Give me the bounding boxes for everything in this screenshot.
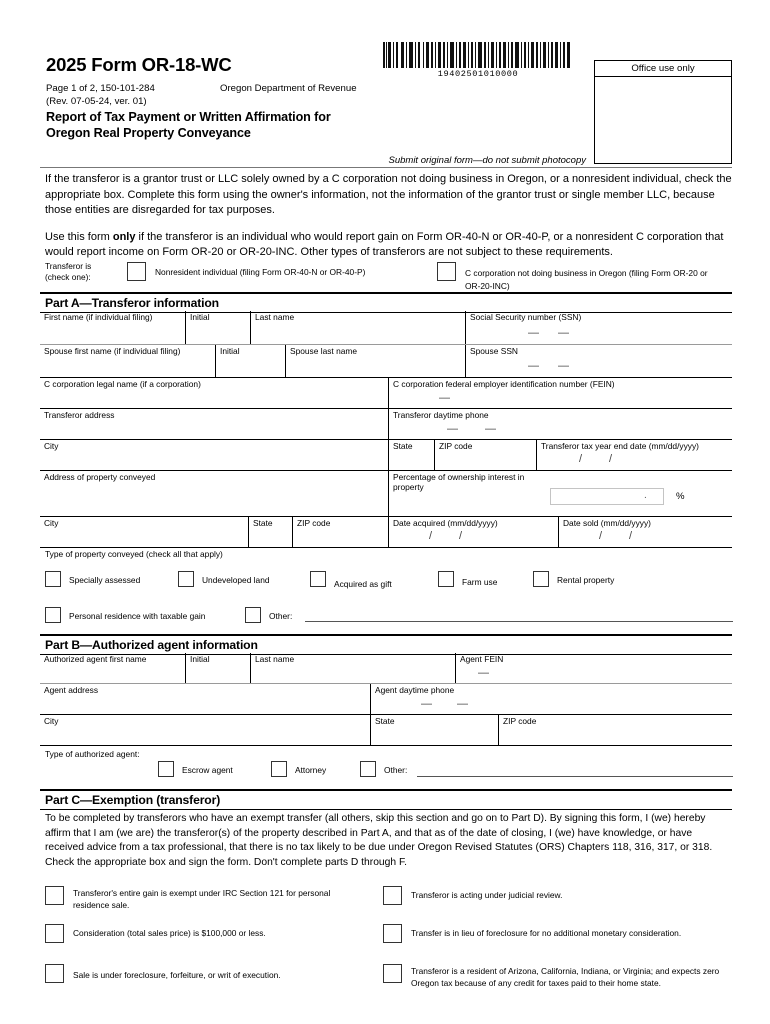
field-spouse-first-name[interactable] — [40, 345, 215, 377]
field-transferor-address[interactable] — [40, 409, 388, 439]
label-foreclosure-sale: Sale is under foreclosure, forfeiture, or writ of execution. — [73, 970, 281, 980]
field-agent-address-label: Agent address — [44, 685, 99, 695]
field-tax-year-end-date[interactable] — [536, 440, 732, 470]
barcode-icon — [383, 42, 571, 68]
field-property-address-label: Address of property conveyed — [44, 472, 156, 482]
page-number-line: Page 1 of 2, 150-101-284 — [46, 83, 155, 94]
agent-type-item — [158, 761, 233, 782]
field-corporation-name-label: C corporation legal name (if a corporation) — [44, 379, 201, 389]
checkbox-personal-residence[interactable] — [45, 607, 61, 623]
field-spouse-ssn-label: Spouse SSN — [470, 346, 518, 356]
part-a-grid — [40, 311, 732, 548]
field-property-address[interactable] — [40, 471, 388, 516]
form-subtitle — [46, 110, 331, 141]
label-property-other: Other: — [269, 611, 293, 621]
part-a-row-3 — [40, 378, 732, 409]
part-b-heading: Part B—Authorized agent information — [40, 634, 732, 655]
field-fein-label: C corporation federal employer identification number (FEIN) — [393, 379, 615, 389]
department-name: Oregon Department of Revenue — [220, 83, 357, 94]
part-b-row-2 — [40, 684, 732, 715]
field-spouse-first-name-label: Spouse first name (if individual filing) — [44, 346, 181, 356]
field-ownership-percentage-label-line1: Percentage of ownership interest in — [393, 472, 525, 482]
field-spouse-ssn[interactable] — [465, 345, 732, 377]
property-type-item — [310, 571, 392, 592]
field-date-sold-label: Date sold (mm/dd/yyyy) — [563, 518, 651, 528]
field-agent-city-label: City — [44, 716, 59, 726]
checkbox-rental-property[interactable] — [533, 571, 549, 587]
form-meta — [46, 83, 155, 108]
field-agent-first-name-label: Authorized agent first name — [44, 654, 147, 664]
divider-intro — [40, 167, 732, 168]
label-rental-property: Rental property — [557, 575, 615, 585]
label-c-corporation: C corporation not doing business in Oregon (filing Form OR-20 or OR-20-INC) — [465, 268, 708, 291]
part-b-row-1 — [40, 653, 732, 684]
page-title: 2025 Form OR-18-WC — [46, 54, 232, 75]
checkbox-reciprocal-state-resident[interactable] — [383, 964, 402, 983]
field-fein[interactable] — [388, 378, 732, 408]
part-a-heading: Part A—Transferor information — [40, 292, 732, 313]
field-initial-label: Initial — [190, 312, 210, 322]
spouse-ssn-dash-2: — — [558, 360, 569, 372]
label-farm-use: Farm use — [462, 577, 498, 587]
office-use-box — [594, 60, 732, 164]
field-spouse-initial-label: Initial — [220, 346, 240, 356]
checkbox-attorney[interactable] — [271, 761, 287, 777]
field-city[interactable] — [40, 440, 388, 470]
field-corporation-name[interactable] — [40, 378, 388, 408]
checkbox-nonresident-individual[interactable] — [127, 262, 146, 281]
label-judicial-review: Transferor is acting under judicial review. — [411, 890, 563, 900]
label-acquired-as-gift: Acquired as gift — [334, 579, 392, 589]
intro-text — [45, 172, 735, 272]
field-agent-fein[interactable] — [455, 653, 732, 683]
label-consideration-100k: Consideration (total sales price) is $100,000 or less. — [73, 928, 266, 938]
checkbox-acquired-as-gift[interactable] — [310, 571, 326, 587]
form-subtitle-line1: Report of Tax Payment or Written Affirmation for — [46, 110, 331, 124]
agent-phone-dash-1: — — [421, 698, 432, 710]
checkbox-c-corporation[interactable] — [437, 262, 456, 281]
field-date-acquired-label: Date acquired (mm/dd/yyyy) — [393, 518, 498, 528]
intro-paragraph-2 — [45, 230, 735, 261]
field-spouse-initial[interactable] — [215, 345, 285, 377]
acquired-slash-2: / — [459, 530, 463, 542]
ownership-percentage-input[interactable] — [550, 488, 664, 505]
label-undeveloped-land: Undeveloped land — [202, 575, 270, 585]
field-spouse-last-name[interactable] — [285, 345, 465, 377]
form-header — [0, 0, 770, 140]
sold-slash-2: / — [629, 530, 633, 542]
field-agent-initial[interactable] — [185, 653, 250, 683]
field-ssn-label: Social Security number (SSN) — [470, 312, 582, 322]
checkbox-farm-use[interactable] — [438, 571, 454, 587]
field-agent-phone[interactable] — [370, 684, 732, 714]
intro-paragraph-1: If the transferor is a grantor trust or LLC solely owned by a C corporation not doing business in Oregon, or a nonresident individual, check the appropriate box. Complete this form using the owner's information, not the information of the grantor trust or single member LLC, because those entities are disregarded for tax purposes. — [45, 173, 732, 217]
field-zip-label: ZIP code — [439, 441, 473, 451]
label-lieu-of-foreclosure: Transfer is in lieu of foreclosure for no additional monetary consideration. — [411, 928, 682, 938]
field-property-city[interactable] — [40, 517, 248, 547]
property-other-input[interactable] — [305, 621, 733, 622]
property-type-label: Type of property conveyed (check all that apply) — [45, 549, 223, 559]
label-personal-residence: Personal residence with taxable gain — [69, 611, 206, 621]
exemption-item — [383, 924, 682, 948]
intro-p2-before: Use this form — [45, 230, 113, 243]
field-last-name-label: Last name — [255, 312, 295, 322]
label-attorney: Attorney — [295, 765, 327, 775]
checkbox-foreclosure-sale[interactable] — [45, 964, 64, 983]
field-transferor-phone[interactable] — [388, 409, 732, 439]
revision-line: (Rev. 07-05-24, ver. 01) — [46, 95, 147, 107]
part-b-row-3 — [40, 715, 732, 746]
label-nonresident-individual: Nonresident individual (filing Form OR-40-N or OR-40-P) — [155, 267, 366, 277]
agent-type-item — [271, 761, 327, 782]
field-zip[interactable] — [434, 440, 536, 470]
checkbox-irc-121-exemption[interactable] — [45, 886, 64, 905]
exemption-item — [383, 886, 563, 910]
checkbox-lieu-of-foreclosure[interactable] — [383, 924, 402, 943]
exemption-item — [383, 964, 720, 988]
label-specially-assessed: Specially assessed — [69, 575, 141, 585]
field-spouse-last-name-label: Spouse last name — [290, 346, 358, 356]
part-a-row-2 — [40, 345, 732, 378]
field-agent-fein-label: Agent FEIN — [460, 654, 504, 664]
label-agent-other: Other: — [384, 765, 408, 775]
checkbox-agent-other[interactable] — [360, 761, 376, 777]
checkbox-specially-assessed[interactable] — [45, 571, 61, 587]
field-agent-phone-label: Agent daytime phone — [375, 685, 455, 695]
property-type-item — [178, 571, 270, 592]
label-escrow-agent: Escrow agent — [182, 765, 233, 775]
part-c-paragraph: To be completed by transferors who have an exempt transfer (all others, skip this section and go on to Part D). By signing this form, I (we) hereby affirm that I am (we are) the transferor(s) of the property described in Part A, and that as of the date of closing, I (we) have knowledge, or have received advice from a tax professional, that there is no tax likely to be due under Oregon Revised Statutes (ORS) Chapters 118, 316, 317, or 318. Check the appropriate box and sign the form. Don't complete parts D through F. — [45, 813, 713, 868]
part-a-row-4 — [40, 409, 732, 440]
agent-phone-dash-2: — — [457, 698, 468, 710]
exemption-item — [45, 924, 266, 948]
field-agent-initial-label: Initial — [190, 654, 210, 664]
field-state[interactable] — [388, 440, 434, 470]
field-initial[interactable] — [185, 311, 250, 344]
agent-other-input[interactable] — [417, 776, 733, 777]
checkbox-undeveloped-land[interactable] — [178, 571, 194, 587]
spouse-ssn-dash-1: — — [528, 360, 539, 372]
agent-type-item — [360, 761, 408, 782]
field-ownership-percentage-label-line2: property — [393, 482, 424, 492]
field-property-city-label: City — [44, 518, 59, 528]
checkbox-consideration-100k[interactable] — [45, 924, 64, 943]
checkbox-escrow-agent[interactable] — [158, 761, 174, 777]
field-last-name[interactable] — [250, 311, 465, 344]
fein-dash: — — [439, 392, 450, 404]
field-property-zip[interactable] — [292, 517, 388, 547]
property-type-item — [533, 571, 615, 592]
field-agent-zip-label: ZIP code — [503, 716, 537, 726]
form-subtitle-line2: Oregon Real Property Conveyance — [46, 125, 251, 140]
part-a-row-5 — [40, 440, 732, 471]
field-agent-zip[interactable] — [498, 715, 732, 745]
field-agent-state[interactable] — [370, 715, 498, 745]
field-ownership-percentage[interactable] — [388, 471, 732, 516]
field-agent-first-name[interactable] — [40, 653, 185, 683]
field-date-acquired[interactable] — [388, 517, 558, 547]
field-agent-state-label: State — [375, 716, 395, 726]
phone-dash-2: — — [485, 423, 496, 435]
part-b-grid — [40, 653, 732, 746]
barcode-number: 19402501010000 — [437, 69, 519, 79]
field-first-name[interactable] — [40, 311, 185, 344]
field-transferor-address-label: Transferor address — [44, 410, 115, 420]
field-ssn[interactable] — [465, 311, 732, 344]
part-a-row-1 — [40, 311, 732, 345]
label-reciprocal-state-resident: Transferor is a resident of Arizona, California, Indiana, or Virginia; and expects zero Oregon tax because of any credit for taxes paid to their home state. — [411, 966, 720, 988]
field-property-zip-label: ZIP code — [297, 518, 331, 528]
office-use-field[interactable] — [595, 77, 731, 163]
acquired-slash-1: / — [429, 530, 433, 542]
checkbox-property-other[interactable] — [245, 607, 261, 623]
field-first-name-label: First name (if individual filing) — [44, 312, 153, 322]
transferor-is-label — [45, 261, 91, 283]
field-property-state-label: State — [253, 518, 273, 528]
field-state-label: State — [393, 441, 413, 451]
part-c-heading: Part C—Exemption (transferor) — [40, 789, 732, 810]
decimal-point: . — [644, 490, 647, 501]
field-agent-last-name-label: Last name — [255, 654, 295, 664]
field-agent-address[interactable] — [40, 684, 370, 714]
agent-type-label: Type of authorized agent: — [45, 749, 140, 759]
ssn-dash-2: — — [558, 327, 569, 339]
field-agent-city[interactable] — [40, 715, 370, 745]
property-type-item — [45, 607, 206, 628]
part-a-row-6 — [40, 471, 732, 517]
checkbox-judicial-review[interactable] — [383, 886, 402, 905]
field-transferor-phone-label: Transferor daytime phone — [393, 410, 489, 420]
office-use-label: Office use only — [595, 61, 731, 77]
intro-p2-after: if the transferor is an individual who would report gain on Form OR-40-N or OR-40-P, or a nonresident C corporation that would report income on Form OR-20 or OR-20-INC. Other types of transferors are not subject to these requirements. — [45, 230, 724, 259]
field-date-sold[interactable] — [558, 517, 732, 547]
submit-note: Submit original form—do not submit photocopy — [388, 155, 586, 166]
exemption-item — [45, 886, 331, 910]
property-type-item — [245, 607, 293, 628]
transferor-is-label-line2: (check one): — [45, 272, 91, 282]
exemption-item — [45, 964, 281, 988]
sold-slash-1: / — [599, 530, 603, 542]
agent-fein-dash: — — [478, 667, 489, 679]
property-type-item — [45, 571, 141, 592]
taxyear-slash-1: / — [579, 453, 583, 465]
property-type-item — [438, 571, 498, 592]
field-property-state[interactable] — [248, 517, 292, 547]
ssn-dash-1: — — [528, 327, 539, 339]
field-city-label: City — [44, 441, 59, 451]
barcode-block — [383, 42, 573, 79]
part-c-body — [45, 812, 731, 870]
transferor-is-label-line1: Transferor is — [45, 261, 92, 271]
field-tax-year-end-date-label: Transferor tax year end date (mm/dd/yyyy) — [541, 441, 699, 451]
percent-sign: % — [676, 491, 685, 502]
part-a-row-7 — [40, 517, 732, 548]
intro-p2-bold: only — [112, 230, 136, 243]
taxyear-slash-2: / — [609, 453, 613, 465]
field-agent-last-name[interactable] — [250, 653, 455, 683]
phone-dash-1: — — [447, 423, 458, 435]
label-irc-121-exemption: Transferor's entire gain is exempt under IRC Section 121 for personal residence sale. — [73, 888, 331, 910]
